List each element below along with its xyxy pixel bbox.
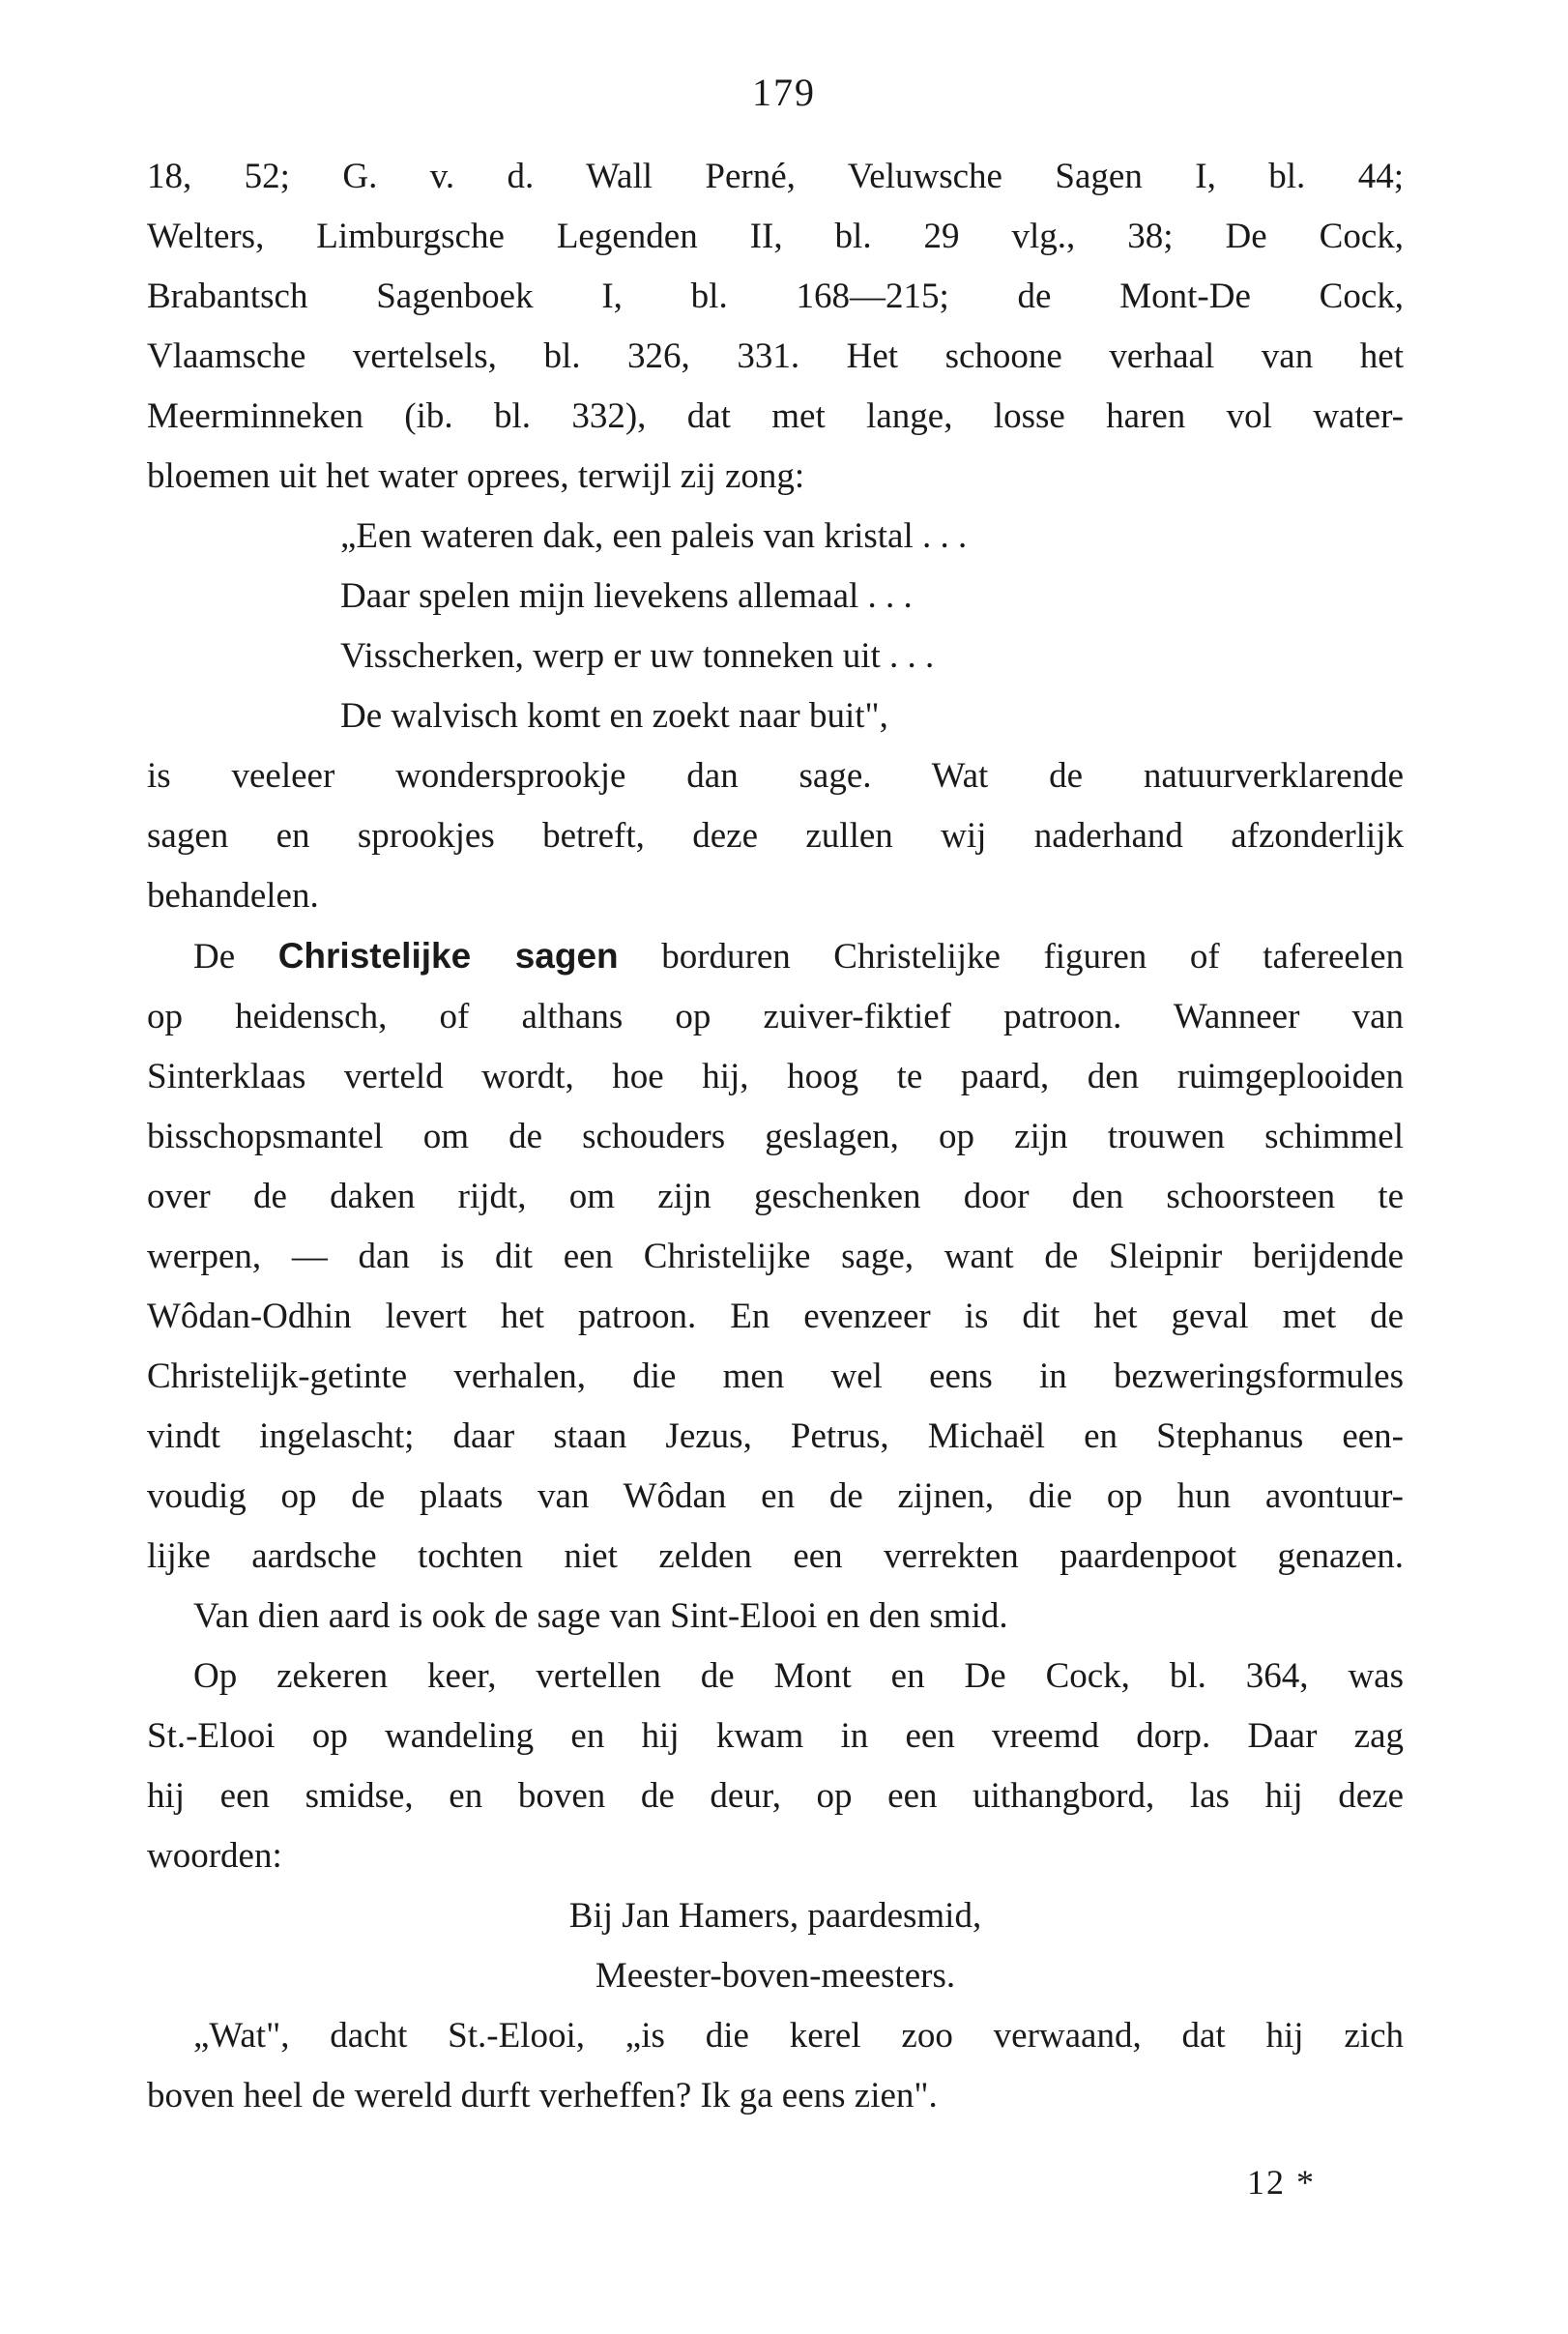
text-line: Wôdan-Odhin levert het patroon. En evenzeer is dit het geval met de xyxy=(147,1297,1404,1336)
poem-line: Visscherken, werp er uw tonneken uit . . . xyxy=(340,636,935,676)
poem-line: „Een wateren dak, een paleis van kristal . . . xyxy=(340,516,968,556)
text-line: St.-Elooi op wandeling en hij kwam in een vreemd dorp. Daar zag xyxy=(147,1716,1404,1756)
body-text xyxy=(147,147,1404,2126)
text-line: hij een smidse, en boven de deur, op een uithangbord, las hij deze xyxy=(147,1776,1404,1816)
text-line: bloemen uit het water oprees, terwijl zij zong: xyxy=(147,456,805,496)
text-line: woorden: xyxy=(147,1836,282,1876)
text-line: over de daken rijdt, om zijn geschenken door den schoorsteen te xyxy=(147,1177,1404,1216)
text-line: Christelijk-getinte verhalen, die men wel eens in bezweringsformules xyxy=(147,1357,1404,1396)
text-run: borduren Christelijke figuren of tafereelen xyxy=(618,937,1404,977)
text-line: op heidensch, of althans op zuiver-fiktief patroon. Wanneer van xyxy=(147,997,1404,1036)
text-line: sagen en sprookjes betreft, deze zullen wij naderhand afzonderlijk xyxy=(147,816,1404,856)
text-line: Vlaamsche vertelsels, bl. 326, 331. Het schoone verhaal van het xyxy=(147,336,1404,376)
bold-term: Christelijke sagen xyxy=(277,936,619,976)
text-line: Welters, Limburgsche Legenden II, bl. 29 vlg., 38; De Cock, xyxy=(147,217,1404,256)
text-line: Meerminneken (ib. bl. 332), dat met lange, losse haren vol water- xyxy=(147,396,1404,436)
text-run: De xyxy=(193,937,278,977)
text-line: werpen, — dan is dit een Christelijke sage, want de Sleipnir berijdende xyxy=(147,1237,1404,1276)
text-line xyxy=(147,926,1404,987)
poem-line: Daar spelen mijn lievekens allemaal . . . xyxy=(340,576,913,616)
text-line: „Wat", dacht St.-Elooi, „is die kerel zoo verwaand, dat hij zich xyxy=(193,2016,1404,2056)
text-line: Brabantsch Sagenboek I, bl. 168—215; de Mont-De Cock, xyxy=(147,277,1404,316)
text-line: boven heel de wereld durft verheffen? Ik ga eens zien". xyxy=(147,2076,938,2115)
text-line: Op zekeren keer, vertellen de Mont en De Cock, bl. 364, was xyxy=(193,1656,1404,1696)
text-line: bisschopsmantel om de schouders geslagen, op zijn trouwen schimmel xyxy=(147,1117,1404,1156)
inscription-line: Bij Jan Hamers, paardesmid, xyxy=(568,1896,982,1936)
text-line: Sinterklaas verteld wordt, hoe hij, hoog te paard, den ruimgeplooiden xyxy=(147,1057,1404,1096)
inscription-line: Meester-boven-meesters. xyxy=(595,1956,956,1996)
text-line: vindt ingelascht; daar staan Jezus, Petrus, Michaël en Stephanus een- xyxy=(147,1416,1404,1456)
text-line: behandelen. xyxy=(147,876,319,916)
text-line: lijke aardsche tochten niet zelden een verrekten paardenpoot genazen. xyxy=(147,1536,1404,1576)
text-line: 18, 52; G. v. d. Wall Perné, Veluwsche Sagen I, bl. 44; xyxy=(147,157,1404,196)
signature-mark: 12 * xyxy=(1247,2163,1316,2202)
text-line: is veeleer wondersprookje dan sage. Wat de natuurverklarende xyxy=(147,756,1404,796)
page-number: 179 xyxy=(752,71,816,114)
poem-line: De walvisch komt en zoekt naar buit", xyxy=(340,696,888,736)
text-line: Van dien aard is ook de sage van Sint-Elooi en den smid. xyxy=(193,1596,1008,1636)
text-line: voudig op de plaats van Wôdan en de zijnen, die op hun avontuur- xyxy=(147,1476,1404,1516)
